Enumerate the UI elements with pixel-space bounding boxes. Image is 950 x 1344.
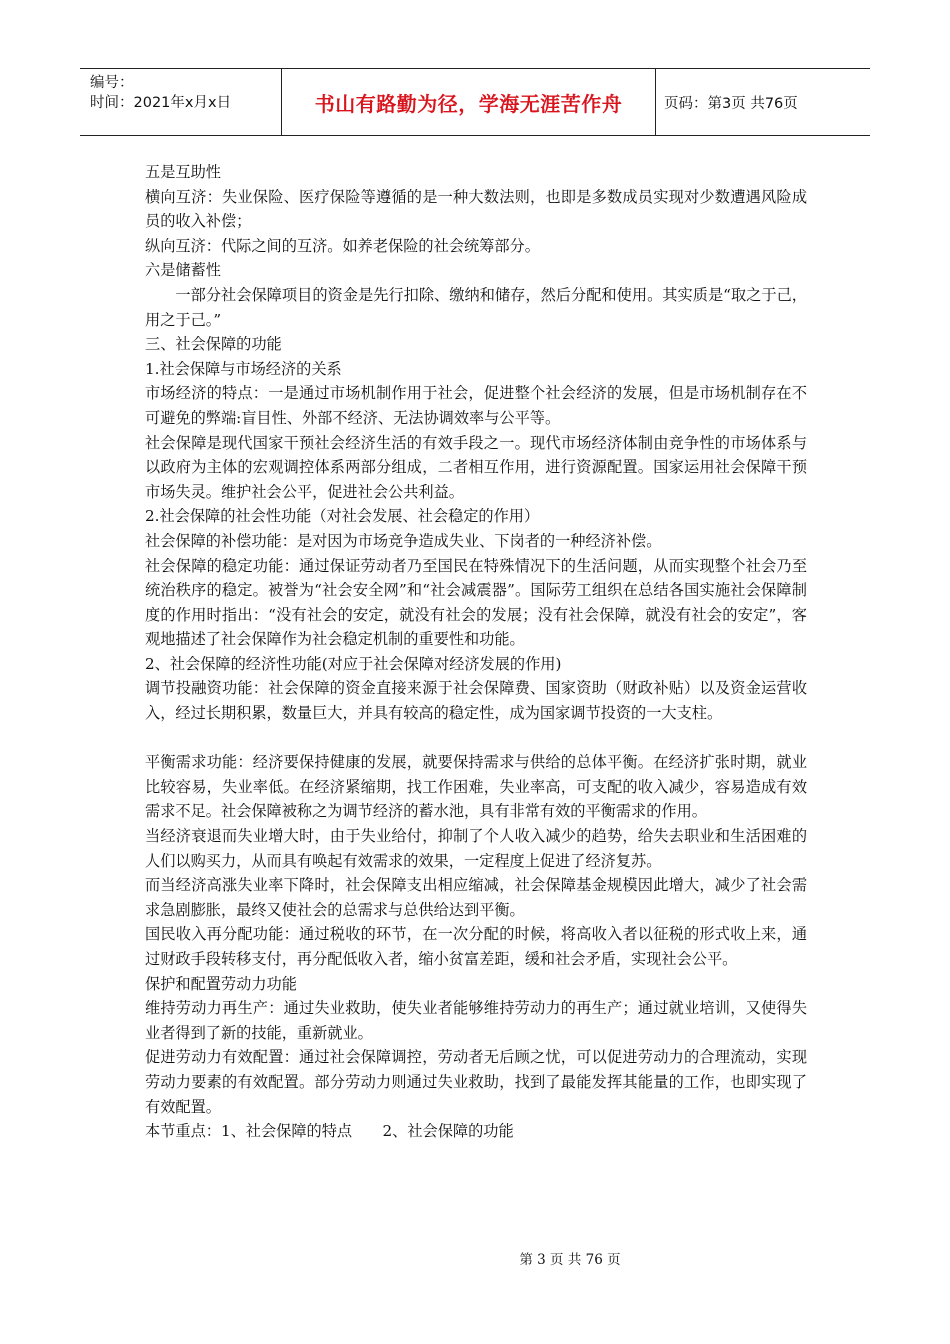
- paragraph: 社会保障是现代国家干预社会经济生活的有效手段之一。现代市场经济体制由竞争性的市场体系与以政府为主体的宏观调控体系两部分组成，二者相互作用，进行资源配置。国家运用社会保障干预市场失灵。维护社会公平，促进社会公共利益。: [145, 433, 807, 501]
- header-page-code: 页码：第3页 共76页: [664, 95, 798, 112]
- footer-page-number: 第 3 页 共 76 页: [519, 1252, 621, 1268]
- document-number-label: 编号：: [90, 75, 134, 91]
- paragraph: 而当经济高涨失业率下降时，社会保障支出相应缩减，社会保障基金规模因此增大，减少了社会需求急剧膨胀，最终又使社会的总需求与总供给达到平衡。: [145, 876, 807, 919]
- paragraph: 国民收入再分配功能：通过税收的环节，在一次分配的时候，将高收入者以征税的形式收上来，通过财政手段转移支付，再分配低收入者，缩小贫富差距，缓和社会矛盾，实现社会公平。: [145, 925, 807, 968]
- paragraph: 社会保障的稳定功能：通过保证劳动者乃至国民在特殊情况下的生活问题，从而实现整个社会乃至统治秩序的稳定。被誉为“社会安全网”和“社会减震器”。国际劳工组织在总结各国实施社会保障制度的作用时指出：“没有社会的安定，就没有社会的发展；没有社会保障，就没有社会的安定”，客观地描述了社会保障作为社会稳定机制的重要性和功能。: [145, 556, 807, 649]
- page-header: [80, 68, 870, 136]
- paragraph: 调节投融资功能：社会保障的资金直接来源于社会保障费、国家资助（财政补贴）以及资金运营收入，经过长期积累，数量巨大，并具有较高的稳定性，成为国家调节投资的一大支柱。: [145, 679, 807, 723]
- paragraph: 社会保障的补偿功能：是对因为市场竞争造成失业、下岗者的一种经济补偿。: [145, 531, 662, 550]
- key-points: 本节重点：1、社会保障的特点 2、社会保障的功能: [145, 1122, 514, 1141]
- subsection-heading: 2.社会保障的社会性功能（对社会发展、社会稳定的作用）: [145, 507, 540, 526]
- section-heading: 三、社会保障的功能: [145, 335, 282, 354]
- paragraph: 保护和配置劳动力功能: [145, 974, 297, 993]
- blank-line: [145, 726, 807, 751]
- paragraph: 当经济衰退而失业增大时，由于失业给付，抑制了个人收入减少的趋势，给失去职业和生活困难的人们以购买力，从而具有唤起有效需求的效果，一定程度上促进了经济复苏。: [145, 827, 807, 870]
- document-body: [145, 160, 807, 1144]
- paragraph: 平衡需求功能：经济要保持健康的发展，就要保持需求与供给的总体平衡。在经济扩张时期，就业比较容易，失业率低。在经济紧缩期，找工作困难，失业率高，可支配的收入减少，容易造成有效需求不足。社会保障被称之为调节经济的蓄水池，具有非常有效的平衡需求的作用。: [145, 753, 807, 821]
- paragraph: 维持劳动力再生产：通过失业救助，使失业者能够维持劳动力的再生产；通过就业培训，又使得失业者得到了新的技能，重新就业。: [145, 999, 807, 1042]
- header-meta: [80, 69, 282, 135]
- paragraph: 纵向互济：代际之间的互济。如养老保险的社会统筹部分。: [145, 236, 540, 255]
- subsection-heading: 1.社会保障与市场经济的关系: [145, 359, 342, 378]
- paragraph: 五是互助性: [145, 163, 221, 181]
- paragraph: 横向互济：失业保险、医疗保险等遵循的是一种大数法则，也即是多数成员实现对少数遭遇风险成员的收入补偿；: [145, 187, 807, 231]
- page-footer: [0, 1248, 950, 1268]
- paragraph: 市场经济的特点：一是通过市场机制作用于社会，促进整个社会经济的发展，但是市场机制存在不可避免的弊端:盲目性、外部不经济、无法协调效率与公平等。: [145, 384, 807, 427]
- paragraph: 促进劳动力有效配置：通过社会保障调控，劳动者无后顾之忧，可以促进劳动力的合理流动，实现劳动力要素的有效配置。部分劳动力则通过失业救助，找到了最能发挥其能量的工作，也即实现了有效配置。: [145, 1048, 807, 1116]
- paragraph: 六是储蓄性: [145, 261, 221, 280]
- subsection-heading: 2、社会保障的经济性功能(对应于社会保障对经济发展的作用): [145, 654, 562, 673]
- paragraph: 一部分社会保障项目的资金是先行扣除、缴纳和储存，然后分配和使用。其实质是“取之于己，用之于己。”: [145, 285, 807, 329]
- document-date-label: 时间：2021年x月x日: [90, 95, 232, 111]
- header-slogan: 书山有路勤为径，学海无涯苦作舟: [282, 69, 656, 135]
